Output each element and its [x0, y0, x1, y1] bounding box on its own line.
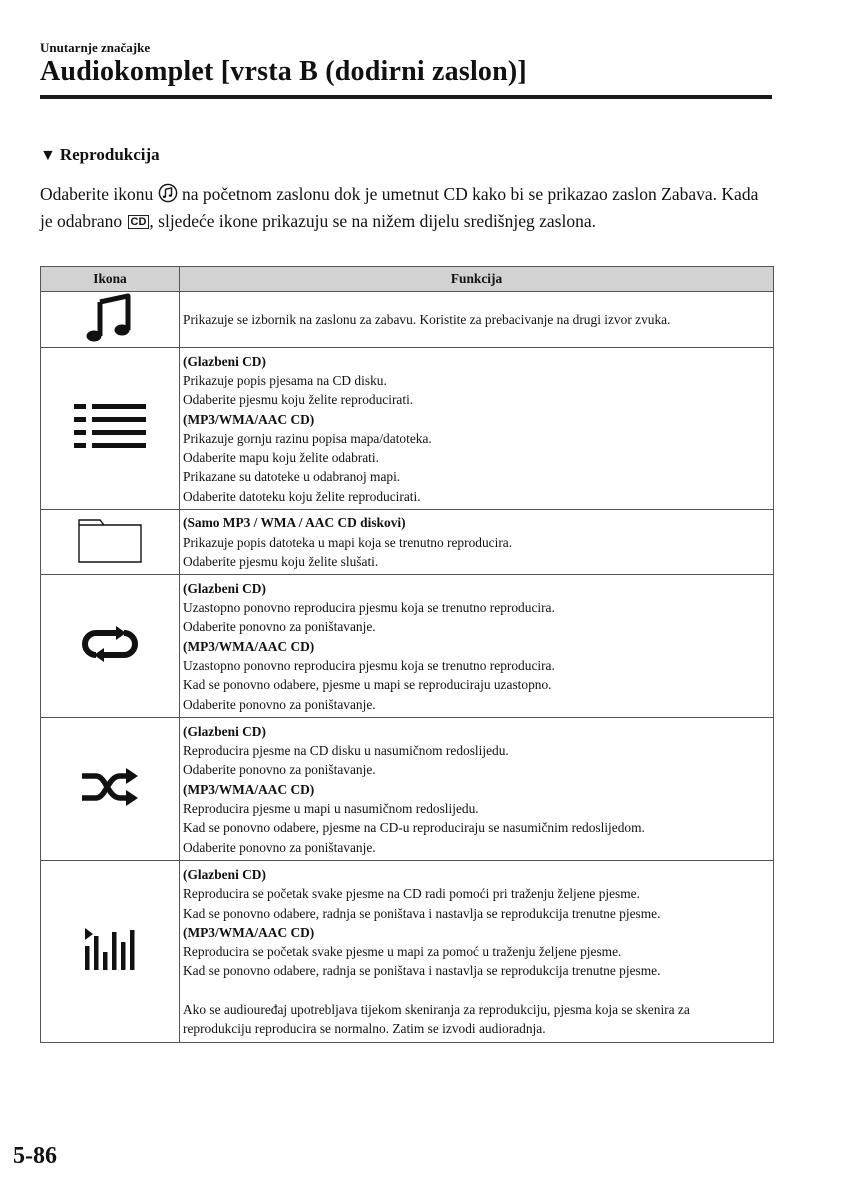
function-line: Uzastopno ponovno reproducira pjesmu koja se trenutno reproducira.	[183, 600, 555, 616]
function-line: Reproducira se početak svake pjesme u mapi za pomoć u traženju željene pjesme.	[183, 944, 622, 960]
function-subheading: (MP3/WMA/AAC CD)	[183, 411, 315, 427]
table-row	[41, 348, 774, 510]
function-line: Reproducira se početak svake pjesme na CD radi pomoći pri traženju željene pjesme.	[183, 886, 640, 902]
function-line: Odaberite ponovno za poništavanje.	[183, 762, 376, 778]
table-row	[41, 718, 774, 861]
icon-cell	[41, 575, 180, 718]
function-subheading: (Glazbeni CD)	[183, 580, 266, 596]
page-number: 5-86	[13, 1143, 57, 1169]
music-note-icon	[86, 292, 134, 347]
icon-cell	[41, 718, 180, 861]
function-line: Kad se ponovno odabere, radnja se poništava i nastavlja se reprodukcija trenutne pjesme.	[183, 905, 661, 921]
function-subheading: (Glazbeni CD)	[183, 353, 266, 369]
function-line	[183, 981, 769, 1000]
function-subheading: (MP3/WMA/AAC CD)	[183, 638, 315, 654]
table-row	[41, 510, 774, 575]
intro-text-2: na početnom zaslonu dok je umetnut CD kako bi se prikazao zaslon Zabava. Kada je odabrano	[40, 184, 759, 231]
function-line: Odaberite pjesmu koju želite slušati.	[183, 553, 379, 569]
function-subheading: (MP3/WMA/AAC CD)	[183, 781, 315, 797]
function-table	[40, 266, 774, 1043]
icon-cell	[41, 348, 180, 510]
folder-icon	[78, 517, 142, 568]
header-icon: Ikona	[41, 267, 180, 292]
function-cell	[180, 510, 774, 575]
repeat-icon	[82, 625, 138, 668]
music-note-circle-icon	[158, 183, 178, 210]
function-cell	[180, 575, 774, 718]
function-line: reprodukciju reproducira se normalno. Zatim se izvodi audioradnja.	[183, 1021, 546, 1037]
function-line: Odaberite ponovno za poništavanje.	[183, 619, 376, 635]
function-line: Uzastopno ponovno reproducira pjesmu koja se trenutno reproducira.	[183, 657, 555, 673]
title-divider	[40, 95, 772, 99]
scan-icon	[84, 928, 136, 975]
table-header-row	[41, 267, 774, 292]
function-line: Ako se audiouređaj upotrebljava tijekom skeniranja za reprodukciju, pjesma koja se skenira za	[183, 1002, 690, 1018]
subheading-text: Reprodukcija	[59, 145, 160, 164]
function-line: Prikazuje se izbornik na zaslonu za zabavu. Koristite za prebacivanje na drugi izvor zvuka.	[183, 312, 671, 327]
function-line: Odaberite datoteku koju želite reproducirati.	[183, 488, 421, 504]
function-subheading: (Samo MP3 / WMA / AAC CD diskovi)	[183, 515, 406, 531]
icon-cell	[41, 861, 180, 1043]
icon-cell	[41, 292, 180, 348]
function-line: Odaberite pjesmu koju želite reproducirati.	[183, 392, 414, 408]
function-line: Kad se ponovno odabere, radnja se poništava i nastavlja se reprodukcija trenutne pjesme.	[183, 963, 661, 979]
function-line: Odaberite ponovno za poništavanje.	[183, 839, 376, 855]
shuffle-icon	[80, 767, 140, 812]
page-title: Audiokomplet [vrsta B (dodirni zaslon)]	[40, 56, 527, 87]
function-line: Kad se ponovno odabere, pjesme u mapi se reproduciraju uzastopno.	[183, 677, 552, 693]
function-cell	[180, 861, 774, 1043]
cd-icon: CD	[128, 215, 150, 229]
table-row	[41, 861, 774, 1043]
triangle-down-icon: ▼	[40, 147, 56, 164]
section-label: Unutarnje značajke	[40, 40, 151, 55]
function-subheading: (Glazbeni CD)	[183, 723, 266, 739]
function-line: Prikazane su datoteke u odabranoj mapi.	[183, 469, 401, 485]
function-cell	[180, 348, 774, 510]
function-line: Kad se ponovno odabere, pjesme na CD-u reproduciraju se nasumičnim redoslijedom.	[183, 820, 645, 836]
table-row	[41, 575, 774, 718]
function-subheading: (MP3/WMA/AAC CD)	[183, 924, 315, 940]
function-line: Odaberite ponovno za poništavanje.	[183, 696, 376, 712]
header-function: Funkcija	[180, 267, 774, 292]
function-cell	[180, 718, 774, 861]
function-line: Prikazuje popis datoteka u mapi koja se trenutno reproducira.	[183, 534, 513, 550]
function-line: Reproducira pjesme na CD disku u nasumičnom redoslijedu.	[183, 743, 509, 759]
icon-cell	[41, 510, 180, 575]
function-line: Prikazuje gornju razinu popisa mapa/datoteka.	[183, 430, 432, 446]
function-subheading: (Glazbeni CD)	[183, 866, 266, 882]
function-line: Odaberite mapu koju želite odabrati.	[183, 450, 379, 466]
intro-paragraph	[40, 183, 772, 233]
intro-text-3: , sljedeće ikone prikazuju se na nižem dijelu središnjeg zaslona.	[149, 210, 596, 231]
list-icon	[74, 404, 146, 453]
intro-text-1: Odaberite ikonu	[40, 184, 158, 204]
subheading	[40, 145, 160, 165]
function-cell	[180, 292, 774, 348]
function-line: Reproducira pjesme u mapi u nasumičnom redoslijedu.	[183, 800, 479, 816]
function-line: Prikazuje popis pjesama na CD disku.	[183, 372, 387, 388]
table-row	[41, 292, 774, 348]
